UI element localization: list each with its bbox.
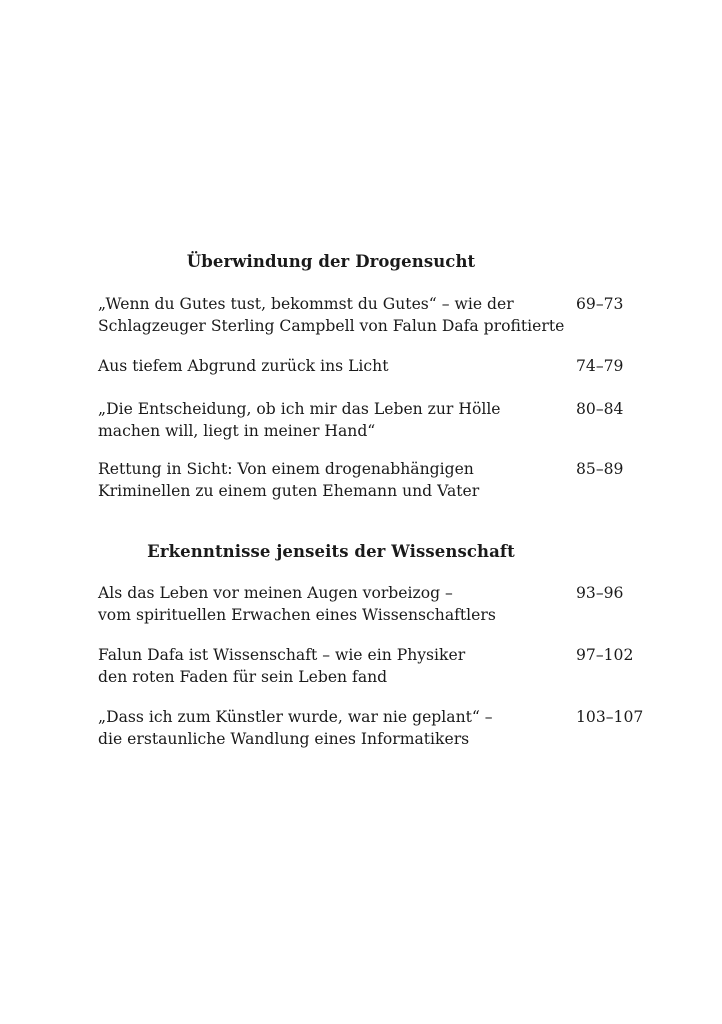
entry-page-range: 80–84 — [576, 400, 624, 418]
entry-title: Als das Leben vor meinen Augen vorbeizog – vom spirituellen Erwachen eines Wissenschaftlers — [98, 584, 496, 624]
entry-page-range: 97–102 — [576, 646, 634, 664]
entry-title: „Die Entscheidung, ob ich mir das Leben zur Hölle machen will, liegt in meiner Hand“ — [98, 400, 501, 440]
entry-title: Aus tiefem Abgrund zurück ins Licht — [98, 357, 389, 375]
entry-page-range: 93–96 — [576, 584, 624, 602]
entry-page-range: 85–89 — [576, 460, 624, 478]
entry-title: „Dass ich zum Künstler wurde, war nie geplant“ – die erstaunliche Wandlung eines Informatikers — [98, 708, 493, 748]
entry-page-range: 74–79 — [576, 357, 624, 375]
entry-title: „Wenn du Gutes tust, bekommst du Gutes“ – wie der Schlagzeuger Sterling Campbell von Falun Dafa profitierte — [98, 295, 565, 335]
entry-title: Falun Dafa ist Wissenschaft – wie ein Physiker den roten Faden für sein Leben fand — [98, 646, 466, 686]
entry-page-range: 103–107 — [576, 708, 644, 726]
toc-section-beyond-science — [98, 542, 658, 748]
section-heading: Überwindung der Drogensucht — [186, 252, 476, 271]
entry-page-range: 69–73 — [576, 295, 624, 313]
toc-section-drug-addiction — [98, 252, 658, 500]
section-heading: Erkenntnisse jenseits der Wissenschaft — [147, 542, 515, 561]
entry-title: Rettung in Sicht: Von einem drogenabhängigen Kriminellen zu einem guten Ehemann und Vater — [98, 460, 480, 500]
